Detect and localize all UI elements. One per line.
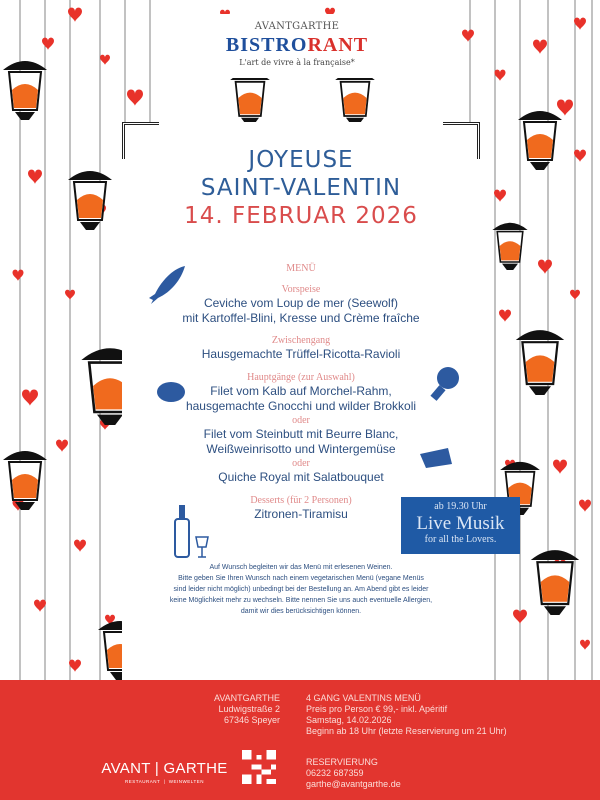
heart-icon <box>462 30 474 42</box>
brand-sub-left: RESTAURANT <box>125 779 161 784</box>
live-title: Live Musik <box>416 513 505 534</box>
event-date: 14. FEBRUAR 2026 <box>184 203 418 229</box>
heart-icon <box>538 260 552 274</box>
logo-blue: BISTRO <box>225 34 308 56</box>
heart-icon <box>28 170 42 184</box>
wine-bottle-icon <box>172 503 212 559</box>
lantern-icon <box>516 330 564 395</box>
or-label: oder <box>292 415 310 426</box>
menu-label: MENÜ <box>286 263 316 274</box>
dessert-category: Desserts (für 2 Personen) <box>250 495 352 506</box>
info-line: Samstag, 14.02.2026 <box>306 715 392 725</box>
main-option2: Weißweinrisotto und Wintergemüse <box>206 442 396 456</box>
info-line: Beginn ab 18 Uhr (letzte Reservierung um 21 Uhr) <box>306 726 507 736</box>
heart-icon <box>22 390 38 407</box>
logo-tagline: L'art de vivre à la française* <box>239 58 355 67</box>
note-line: sind leider nicht möglich) unbedingt bei der Bestellung an. Am Abend gibt es leider <box>173 586 429 593</box>
artichoke-icon <box>156 379 186 405</box>
mains-category: Hauptgänge (zur Auswahl) <box>247 372 355 383</box>
lantern-icon <box>335 72 375 125</box>
starter-category: Vorspeise <box>281 284 321 295</box>
address <box>170 693 280 726</box>
main-option3: Quiche Royal mit Salatbouquet <box>218 470 384 484</box>
reservation <box>306 757 401 790</box>
heart-icon <box>494 190 506 202</box>
heart-icon <box>74 540 86 552</box>
fish-fillet-icon <box>418 446 454 470</box>
heart-icon <box>495 70 506 81</box>
dessert-dish: Zitronen-Tiramisu <box>254 507 348 521</box>
reservation-phone[interactable]: 06232 687359 <box>306 768 364 778</box>
heart-icon <box>499 310 511 322</box>
logo-red: RANT <box>307 34 369 56</box>
heart-icon <box>553 460 567 474</box>
qr-code-icon[interactable] <box>242 750 276 784</box>
brand-sub-right: WEINWELTEN <box>168 779 204 784</box>
address-line: 67346 Speyer <box>223 715 280 725</box>
intermediate-dish: Hausgemachte Trüffel-Ricotta-Ravioli <box>201 347 401 361</box>
address-line: Ludwigstraße 2 <box>218 704 280 714</box>
info-line: Preis pro Person € 99,- inkl. Apéritif <box>306 704 448 714</box>
brand-right: GARTHE <box>163 760 228 777</box>
reservation-email[interactable]: garthe@avantgarthe.de <box>306 779 401 789</box>
menu-note <box>122 562 480 617</box>
fish-icon <box>145 262 189 306</box>
live-music-badge <box>401 497 520 554</box>
address-line: AVANTGARTHE <box>213 693 280 703</box>
heart-icon <box>69 660 81 672</box>
heart-icon <box>42 38 54 50</box>
heart-icon <box>579 500 591 512</box>
note-line: damit wir dies berücksichtigen können. <box>240 608 362 615</box>
heart-icon <box>13 270 24 281</box>
starter-dish: Ceviche vom Loup de mer (Seewolf) <box>203 296 399 310</box>
brand-left: AVANT <box>101 760 151 777</box>
or-label: oder <box>292 458 310 469</box>
lantern-icon <box>492 223 527 270</box>
lantern-icon <box>68 171 112 230</box>
heart-icon <box>100 55 110 65</box>
heart-icon <box>580 640 590 650</box>
footer <box>0 680 600 800</box>
heart-icon <box>533 40 547 54</box>
main-option1: hausgemachte Gnocchi und wilder Brokkoli <box>185 399 417 413</box>
note-line: Bitte geben Sie Ihren Wunsch nach einem vegetarischen Menü (vegane Menüs <box>178 575 424 582</box>
broccoli-icon <box>428 366 462 402</box>
title-line2: SAINT-VALENTIN <box>200 175 402 201</box>
lantern-icon <box>3 61 47 120</box>
page-title <box>122 146 480 230</box>
heart-icon <box>34 600 46 612</box>
heart-icon <box>127 90 143 107</box>
starter-dish: mit Kartoffel-Blini, Kresse und Crème fraîche <box>182 311 420 325</box>
lantern-icon <box>531 550 579 615</box>
main-option2: Filet vom Steinbutt mit Beurre Blanc, <box>203 427 399 441</box>
event-info <box>306 693 596 737</box>
logo-main <box>213 33 381 57</box>
reservation-label: RESERVIERUNG <box>306 757 378 767</box>
lantern-icon <box>3 451 47 510</box>
note-line: keine Möglichkeit mehr zu wechseln. Bitte nennen Sie uns auch eventuelle Allergien, <box>169 597 433 604</box>
live-time: ab 19.30 Uhr <box>434 501 487 512</box>
info-line: 4 GANG VALENTINS MENÜ <box>306 693 421 703</box>
heart-icon <box>56 440 68 452</box>
logo-top: AVANTGARTHE <box>254 21 340 32</box>
lantern-icon <box>230 72 270 125</box>
avantgarthe-logo: AVANT | GARTHE RESTAURANT | WEINWELTEN <box>101 760 228 784</box>
live-sub: for all the Lovers. <box>424 534 497 545</box>
heart-icon <box>574 150 586 162</box>
heart-icon <box>574 18 586 30</box>
lantern-icon <box>518 111 562 170</box>
heart-icon <box>557 100 573 117</box>
note-line: Auf Wunsch begleiten wir das Menü mit erlesenen Weinen. <box>209 564 393 571</box>
title-line1: JOYEUSE <box>248 147 354 173</box>
intermediate-category: Zwischengang <box>271 335 331 346</box>
main-option1: Filet vom Kalb auf Morchel-Rahm, <box>210 384 392 398</box>
bistrorant-logo <box>213 14 381 78</box>
